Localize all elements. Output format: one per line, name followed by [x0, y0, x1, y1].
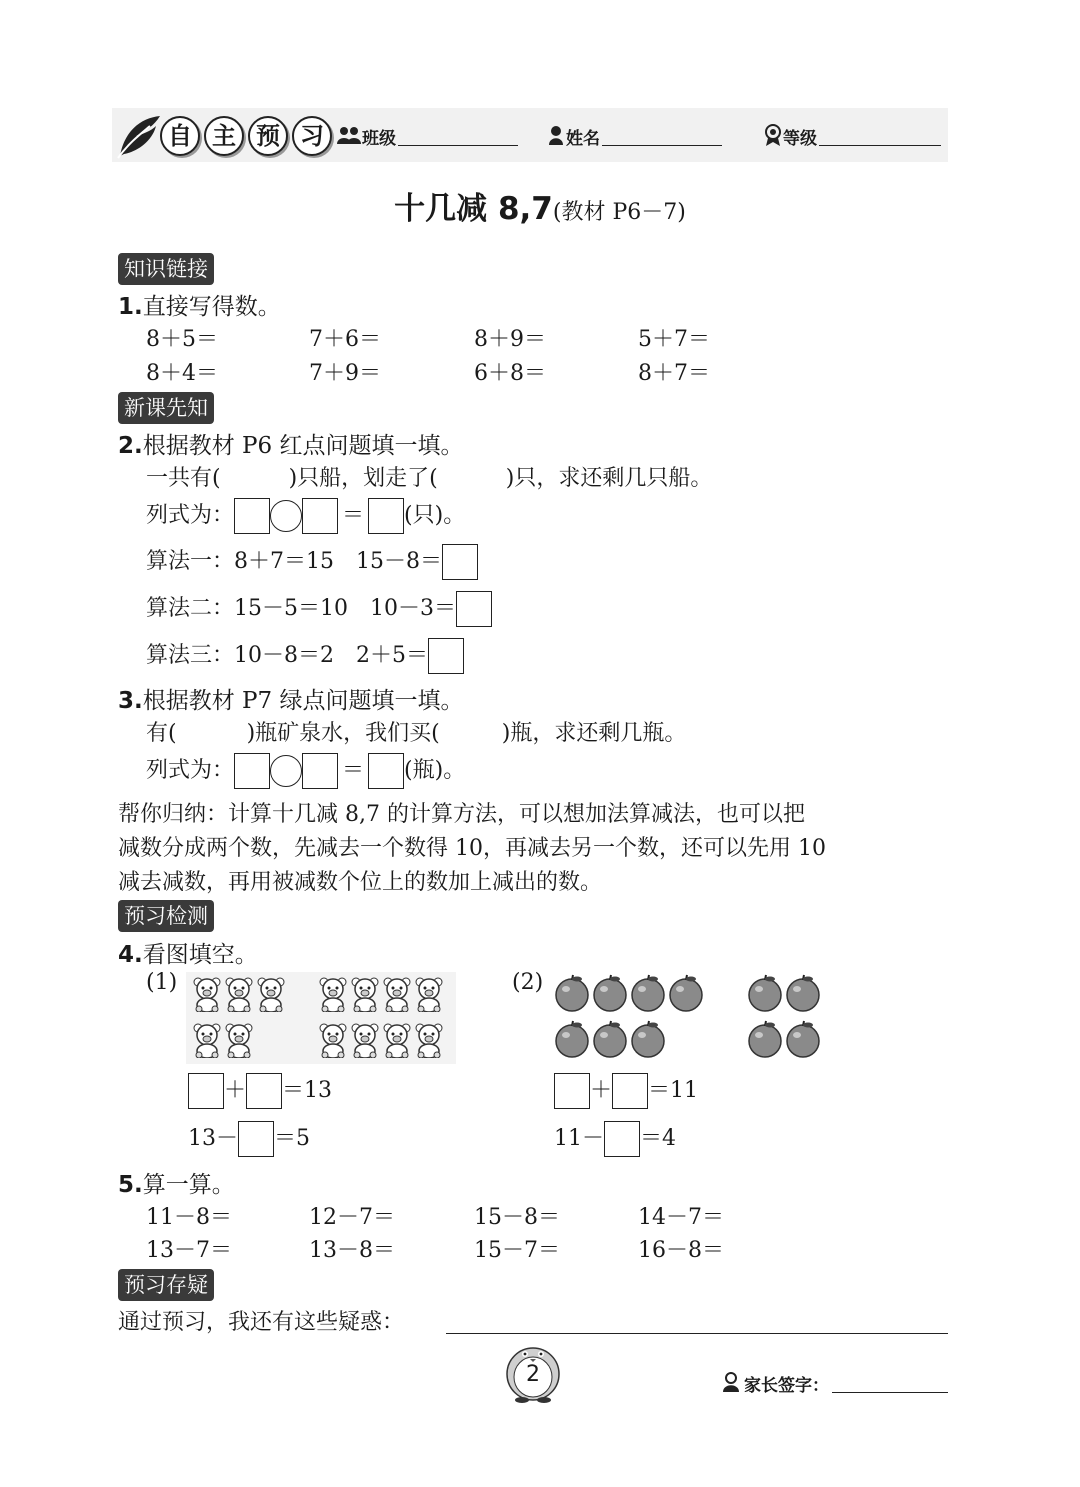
q1-text: 直接写得数。: [142, 294, 281, 320]
q4-p1-box-c[interactable]: [238, 1121, 274, 1157]
q3-line1-a: 有(: [146, 721, 177, 746]
q3-eq: ＝: [342, 758, 365, 783]
q4-p1-plus: ＋: [224, 1078, 247, 1103]
name-label: 姓名: [566, 129, 600, 149]
apple-icon: [784, 974, 822, 1012]
bear-group-left: [192, 976, 288, 1062]
title-main: 十几减 8,7: [394, 191, 553, 227]
q3-text: 根据教材 P7 绿点问题填一填。: [142, 688, 464, 714]
bear-icon: [382, 976, 412, 1012]
q4-text: 看图填空。: [142, 942, 258, 968]
q3-formula-label: 列式为：: [146, 758, 235, 783]
q2-m2-box[interactable]: [456, 591, 492, 627]
apple-icon: [591, 974, 629, 1012]
q1-item: 8＋7＝: [638, 361, 710, 386]
q5-item: 15－7＝: [474, 1238, 560, 1263]
q5-num: 5.: [118, 1172, 143, 1198]
q1-item: 6＋8＝: [474, 361, 546, 386]
parent-icon: [722, 1372, 740, 1392]
apple-icon: [629, 974, 667, 1012]
q4-p1-add-eq: [188, 1073, 332, 1109]
apple-icon: [667, 974, 705, 1012]
apple-icon: [591, 1020, 629, 1058]
q4-p2-add-eq: [554, 1073, 698, 1109]
q2-formula: [146, 498, 465, 534]
page-title: [0, 183, 1080, 228]
q2-m1-box[interactable]: [442, 544, 478, 580]
q5-item: 14－7＝: [638, 1205, 724, 1230]
q1-item: 8＋5＝: [146, 327, 218, 352]
parent-sign-line[interactable]: [832, 1392, 948, 1393]
q2-unit: (只)。: [404, 503, 466, 528]
q4-p2-plus: ＋: [590, 1078, 613, 1103]
q1-item: 7＋9＝: [309, 361, 381, 386]
q4-num: 4.: [118, 942, 143, 968]
q2-line1-b: )只船，划走了(: [288, 466, 438, 491]
q2-method-1: [146, 544, 478, 580]
section-tag-preview-test: 预习检测: [118, 900, 214, 932]
q3-box-b[interactable]: [302, 753, 338, 789]
q5-text: 算一算。: [142, 1172, 235, 1198]
bear-icon: [256, 976, 286, 1012]
title-sub: (教材 P6－7): [552, 200, 686, 225]
q4-p2-box-a[interactable]: [554, 1073, 590, 1109]
q4-part2-label: (2): [512, 970, 544, 995]
q4-p2-box-b[interactable]: [612, 1073, 648, 1109]
q1-item: 8＋9＝: [474, 327, 546, 352]
q1-num: 1.: [118, 294, 143, 320]
apple-icon: [784, 1020, 822, 1058]
q2-num: 2.: [118, 433, 143, 459]
bear-icon: [224, 976, 254, 1012]
bear-icon: [224, 1022, 254, 1058]
bear-icon: [350, 976, 380, 1012]
q4-p1-minus: 13－: [188, 1126, 238, 1151]
brand-char-2: 主: [204, 116, 244, 156]
apple-icon: [553, 974, 591, 1012]
name-input-line[interactable]: [602, 145, 722, 146]
q1-item: 8＋4＝: [146, 361, 218, 386]
q5-title: [118, 1166, 235, 1199]
q2-line1-a: 一共有(: [146, 466, 221, 491]
q4-p2-sub-eq: [554, 1121, 676, 1157]
q4-title: [118, 936, 258, 969]
q4-p2-res: ＝4: [640, 1126, 676, 1151]
q1-title: [118, 288, 281, 321]
bear-icon: [192, 1022, 222, 1058]
doubts-input-line[interactable]: [446, 1333, 948, 1334]
q2-box-b[interactable]: [302, 498, 338, 534]
q2-m2-text: 算法二：15－5＝10 10－3＝: [146, 596, 456, 621]
q2-text: 根据教材 P6 红点问题填一填。: [142, 433, 464, 459]
bear-icon: [382, 1022, 412, 1058]
q4-p2-minus: 11－: [554, 1126, 604, 1151]
summary-line-2: 减数分成两个数，先减去一个数得 10，再减去另一个数，还可以先用 10: [118, 836, 826, 861]
apple-group-right: [746, 974, 822, 1062]
q3-line1-c: )瓶，求还剩几瓶。: [501, 721, 687, 746]
apple-icon: [629, 1020, 667, 1058]
page-number: 2: [526, 1362, 540, 1387]
doubts-text: 通过预习，我还有这些疑惑：: [118, 1310, 405, 1335]
brand-char-4: 习: [292, 116, 332, 156]
q3-line1: [146, 716, 686, 747]
q5-item: 11－8＝: [146, 1205, 232, 1230]
people-icon: [337, 126, 361, 144]
q5-item: 13－7＝: [146, 1238, 232, 1263]
q5-item: 16－8＝: [638, 1238, 724, 1263]
q2-title: [118, 427, 463, 460]
q2-box-c[interactable]: [368, 498, 404, 534]
q2-m3-box[interactable]: [428, 638, 464, 674]
bear-icon: [350, 1022, 380, 1058]
q3-num: 3.: [118, 688, 143, 714]
section-tag-new-lesson: 新课先知: [118, 392, 214, 424]
apple-icon: [746, 1020, 784, 1058]
q3-formula: [146, 753, 465, 789]
q2-formula-label: 列式为：: [146, 503, 235, 528]
q3-title: [118, 682, 463, 715]
bear-icon: [318, 1022, 348, 1058]
brand-char-3: 预: [248, 116, 288, 156]
parent-sign-label: 家长签字：: [744, 1376, 829, 1396]
apple-icon: [746, 974, 784, 1012]
q2-line1: [146, 461, 712, 492]
q4-p1-sub-eq: [188, 1121, 310, 1157]
bear-icon: [318, 976, 348, 1012]
grade-input-line[interactable]: [819, 145, 941, 146]
q3-unit: (瓶)。: [404, 758, 466, 783]
bear-icon: [414, 1022, 444, 1058]
class-label: 班级: [362, 129, 396, 149]
q4-p2-eq: ＝11: [648, 1078, 699, 1103]
q2-box-a[interactable]: [234, 498, 270, 534]
q2-m1-text: 算法一：8＋7＝15 15－8＝: [146, 549, 442, 574]
leaf-logo-icon: [114, 112, 164, 160]
q2-method-3: [146, 638, 464, 674]
bear-icon: [414, 976, 444, 1012]
q4-p1-box-b[interactable]: [246, 1073, 282, 1109]
q5-item: 13－8＝: [309, 1238, 395, 1263]
grade-label: 等级: [783, 129, 817, 149]
section-tag-doubts: 预习存疑: [118, 1269, 214, 1301]
q2-method-2: [146, 591, 492, 627]
q2-m3-text: 算法三：10－8＝2 2＋5＝: [146, 643, 428, 668]
q3-box-a[interactable]: [234, 753, 270, 789]
q4-p2-box-c[interactable]: [604, 1121, 640, 1157]
q3-operator-circle[interactable]: [270, 755, 302, 787]
apple-group-left: [553, 974, 705, 1062]
medal-icon: [764, 124, 782, 146]
q4-part1-label: (1): [146, 970, 178, 995]
q5-item: 12－7＝: [309, 1205, 395, 1230]
summary-line-1: 帮你归纳：计算十几减 8,7 的计算方法，可以想加法算减法，也可以把: [118, 802, 805, 827]
q2-eq: ＝: [342, 503, 365, 528]
section-tag-knowledge: 知识链接: [118, 253, 214, 285]
person-icon: [548, 125, 564, 145]
q3-box-c[interactable]: [368, 753, 404, 789]
bear-icon: [192, 976, 222, 1012]
q4-p1-box-a[interactable]: [188, 1073, 224, 1109]
q3-line1-b: )瓶矿泉水，我们买(: [246, 721, 440, 746]
bear-group-right: [318, 976, 446, 1062]
summary-line-3: 减去减数，再用被减数个位上的数加上减出的数。: [118, 870, 603, 895]
class-input-line[interactable]: [398, 145, 518, 146]
q1-item: 7＋6＝: [309, 327, 381, 352]
q4-p1-res: ＝5: [274, 1126, 310, 1151]
q1-item: 5＋7＝: [638, 327, 710, 352]
q2-line1-c: )只，求还剩几只船。: [505, 466, 713, 491]
q4-p1-eq: ＝13: [282, 1078, 333, 1103]
apple-icon: [553, 1020, 591, 1058]
q2-operator-circle[interactable]: [270, 500, 302, 532]
brand-char-1: 自: [160, 116, 200, 156]
q5-item: 15－8＝: [474, 1205, 560, 1230]
